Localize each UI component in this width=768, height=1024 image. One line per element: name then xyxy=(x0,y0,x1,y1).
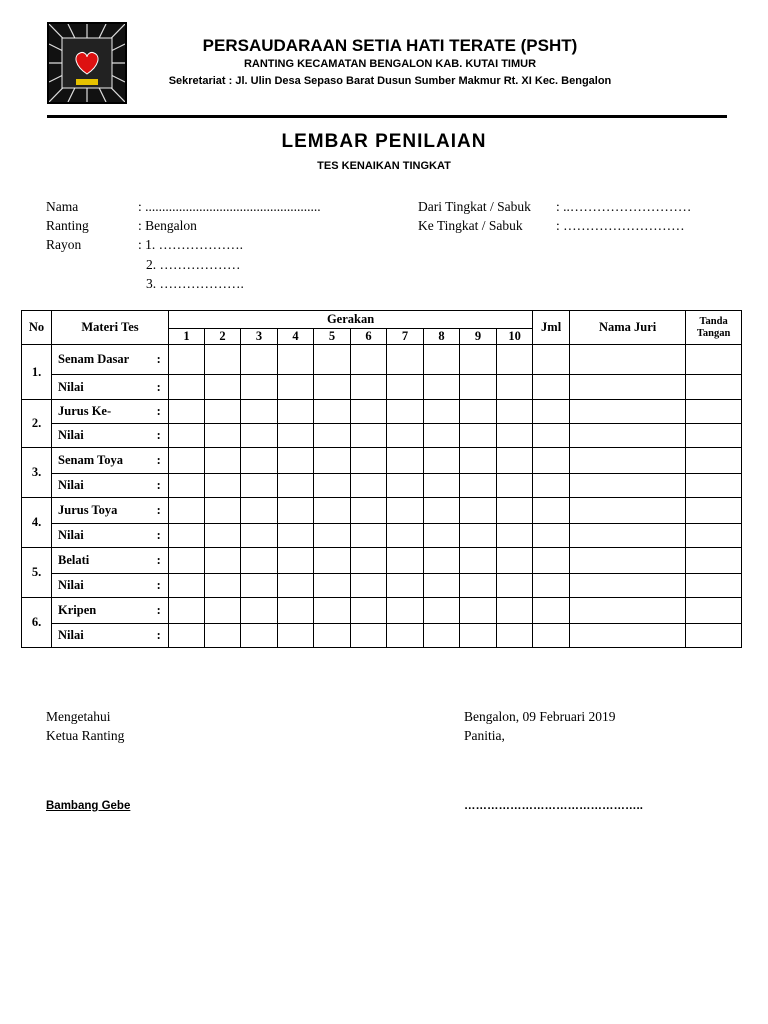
colon-separator: : xyxy=(150,375,169,400)
gerakan-score-cell[interactable] xyxy=(314,598,351,624)
gerakan-score-cell[interactable] xyxy=(169,524,205,548)
gerakan-score-cell[interactable] xyxy=(314,345,351,375)
tanda-tangan-cell[interactable] xyxy=(686,524,742,548)
gerakan-score-cell[interactable] xyxy=(205,400,241,424)
gerakan-score-cell[interactable] xyxy=(387,498,424,524)
score-table xyxy=(21,310,742,648)
gerakan-score-cell[interactable] xyxy=(497,524,533,548)
gerakan-score-cell[interactable] xyxy=(278,574,314,598)
gerakan-score-cell[interactable] xyxy=(460,400,497,424)
rayon-label: Rayon xyxy=(46,237,82,252)
gerakan-score-cell[interactable] xyxy=(169,424,205,448)
gerakan-score-cell[interactable] xyxy=(169,474,205,498)
nilai-label: Nilai xyxy=(52,524,150,548)
jml-cell[interactable] xyxy=(533,400,570,424)
gerakan-score-cell[interactable] xyxy=(278,474,314,498)
materi-name: Senam Dasar xyxy=(52,345,150,375)
colon-separator: : xyxy=(150,624,169,648)
nama-juri-cell[interactable] xyxy=(570,624,686,648)
gerakan-score-cell[interactable] xyxy=(314,474,351,498)
rayon-field-1[interactable]: : 1. ………………. xyxy=(138,237,244,252)
tanda-tangan-cell[interactable] xyxy=(686,400,742,424)
gerakan-score-cell[interactable] xyxy=(241,400,278,424)
gerakan-score-cell[interactable] xyxy=(241,474,278,498)
ketua-ranting-name: Bambang Gebe xyxy=(46,800,131,812)
gerakan-score-cell[interactable] xyxy=(241,424,278,448)
gerakan-score-cell[interactable] xyxy=(460,474,497,498)
gerakan-score-cell[interactable] xyxy=(387,474,424,498)
colon-separator: : xyxy=(150,548,169,574)
gerakan-score-cell[interactable] xyxy=(424,624,460,648)
gerakan-score-cell[interactable] xyxy=(387,574,424,598)
row-number: 1. xyxy=(22,345,52,400)
header-nama-juri: Nama Juri xyxy=(570,311,686,345)
header-materi: Materi Tes xyxy=(52,311,169,345)
gerakan-score-cell[interactable] xyxy=(205,474,241,498)
header-divider xyxy=(47,115,727,118)
jml-cell[interactable] xyxy=(533,474,570,498)
gerakan-score-cell[interactable] xyxy=(205,345,241,375)
gerakan-score-cell[interactable] xyxy=(460,598,497,624)
row-number: 2. xyxy=(22,400,52,448)
tanda-tangan-cell[interactable] xyxy=(686,375,742,400)
gerakan-score-cell[interactable] xyxy=(497,375,533,400)
gerakan-score-cell[interactable] xyxy=(278,548,314,574)
table-row xyxy=(22,598,742,624)
gerakan-score-cell[interactable] xyxy=(205,375,241,400)
header-gerakan-2: 2 xyxy=(205,329,241,345)
gerakan-score-cell[interactable] xyxy=(351,598,387,624)
gerakan-score-cell[interactable] xyxy=(460,448,497,474)
materi-name: Senam Toya xyxy=(52,448,150,474)
gerakan-score-cell[interactable] xyxy=(278,624,314,648)
nama-juri-cell[interactable] xyxy=(570,598,686,624)
ranting-label: Ranting xyxy=(46,218,89,233)
gerakan-score-cell[interactable] xyxy=(314,548,351,574)
nama-label: Nama xyxy=(46,199,79,214)
gerakan-score-cell[interactable] xyxy=(278,345,314,375)
gerakan-score-cell[interactable] xyxy=(387,375,424,400)
gerakan-score-cell[interactable] xyxy=(497,345,533,375)
gerakan-score-cell[interactable] xyxy=(169,345,205,375)
tanda-tangan-cell[interactable] xyxy=(686,624,742,648)
colon-separator: : xyxy=(150,448,169,474)
table-row xyxy=(22,345,742,375)
org-name: PERSAUDARAAN SETIA HATI TERATE (PSHT) xyxy=(202,36,578,55)
gerakan-score-cell[interactable] xyxy=(497,400,533,424)
nama-juri-cell[interactable] xyxy=(570,345,686,375)
gerakan-score-cell[interactable] xyxy=(205,524,241,548)
panitia-label: Panitia, xyxy=(464,728,505,743)
ketua-ranting-label: Ketua Ranting xyxy=(46,728,125,743)
gerakan-score-cell[interactable] xyxy=(387,624,424,648)
gerakan-score-cell[interactable] xyxy=(278,400,314,424)
table-row xyxy=(22,448,742,474)
gerakan-score-cell[interactable] xyxy=(314,524,351,548)
row-number: 4. xyxy=(22,498,52,548)
colon-separator: : xyxy=(150,474,169,498)
jml-cell[interactable] xyxy=(533,345,570,375)
gerakan-score-cell[interactable] xyxy=(205,498,241,524)
colon-separator: : xyxy=(150,400,169,424)
tanda-tangan-cell[interactable] xyxy=(686,345,742,375)
gerakan-score-cell[interactable] xyxy=(497,548,533,574)
gerakan-score-cell[interactable] xyxy=(424,345,460,375)
gerakan-score-cell[interactable] xyxy=(497,598,533,624)
gerakan-score-cell[interactable] xyxy=(351,375,387,400)
header-gerakan-9: 9 xyxy=(460,329,497,345)
mengetahui-label: Mengetahui xyxy=(46,709,111,724)
table-row xyxy=(22,474,742,498)
gerakan-score-cell[interactable] xyxy=(169,548,205,574)
jml-cell[interactable] xyxy=(533,498,570,524)
document-title: LEMBAR PENILAIAN xyxy=(281,131,487,152)
table-row xyxy=(22,498,742,524)
gerakan-score-cell[interactable] xyxy=(278,524,314,548)
gerakan-score-cell[interactable] xyxy=(314,448,351,474)
gerakan-score-cell[interactable] xyxy=(241,598,278,624)
header-jml: Jml xyxy=(533,311,570,345)
gerakan-score-cell[interactable] xyxy=(497,474,533,498)
nama-juri-cell[interactable] xyxy=(570,400,686,424)
nilai-label: Nilai xyxy=(52,424,150,448)
table-row xyxy=(22,424,742,448)
table-row xyxy=(22,524,742,548)
jml-cell[interactable] xyxy=(533,448,570,474)
gerakan-score-cell[interactable] xyxy=(387,524,424,548)
gerakan-score-cell[interactable] xyxy=(205,548,241,574)
org-subtitle: RANTING KECAMATAN BENGALON KAB. KUTAI TIMUR xyxy=(243,58,537,70)
gerakan-score-cell[interactable] xyxy=(241,448,278,474)
colon-separator: : xyxy=(150,345,169,375)
gerakan-score-cell[interactable] xyxy=(351,574,387,598)
gerakan-score-cell[interactable] xyxy=(351,448,387,474)
gerakan-score-cell[interactable] xyxy=(314,624,351,648)
tanda-tangan-cell[interactable] xyxy=(686,548,742,574)
gerakan-score-cell[interactable] xyxy=(205,424,241,448)
table-row xyxy=(22,548,742,574)
materi-name: Kripen xyxy=(52,598,150,624)
gerakan-score-cell[interactable] xyxy=(205,574,241,598)
gerakan-score-cell[interactable] xyxy=(241,624,278,648)
gerakan-score-cell[interactable] xyxy=(314,375,351,400)
gerakan-score-cell[interactable] xyxy=(387,598,424,624)
gerakan-score-cell[interactable] xyxy=(169,375,205,400)
header-gerakan-8: 8 xyxy=(424,329,460,345)
tanda-tangan-cell[interactable] xyxy=(686,448,742,474)
gerakan-score-cell[interactable] xyxy=(278,498,314,524)
gerakan-score-cell[interactable] xyxy=(241,548,278,574)
psht-logo xyxy=(47,22,127,104)
row-number: 3. xyxy=(22,448,52,498)
dari-tingkat-label: Dari Tingkat / Sabuk xyxy=(418,199,531,214)
gerakan-score-cell[interactable] xyxy=(169,574,205,598)
nama-juri-cell[interactable] xyxy=(570,424,686,448)
nama-juri-cell[interactable] xyxy=(570,448,686,474)
jml-cell[interactable] xyxy=(533,598,570,624)
gerakan-score-cell[interactable] xyxy=(351,424,387,448)
ke-tingkat-field[interactable]: : ……………………… xyxy=(556,218,685,233)
gerakan-score-cell[interactable] xyxy=(314,498,351,524)
gerakan-score-cell[interactable] xyxy=(460,345,497,375)
gerakan-score-cell[interactable] xyxy=(241,375,278,400)
header-gerakan-5: 5 xyxy=(314,329,351,345)
tanda-tangan-cell[interactable] xyxy=(686,598,742,624)
materi-name: Jurus Ke- xyxy=(52,400,150,424)
colon-separator: : xyxy=(150,424,169,448)
gerakan-score-cell[interactable] xyxy=(169,400,205,424)
table-row xyxy=(22,574,742,598)
gerakan-score-cell[interactable] xyxy=(424,498,460,524)
row-number: 5. xyxy=(22,548,52,598)
gerakan-score-cell[interactable] xyxy=(205,448,241,474)
colon-separator: : xyxy=(150,598,169,624)
table-row xyxy=(22,400,742,424)
header-tanda-tangan: Tanda Tangan xyxy=(686,311,742,345)
nilai-label: Nilai xyxy=(52,624,150,648)
gerakan-score-cell[interactable] xyxy=(460,624,497,648)
gerakan-score-cell[interactable] xyxy=(424,524,460,548)
gerakan-score-cell[interactable] xyxy=(424,598,460,624)
gerakan-score-cell[interactable] xyxy=(314,574,351,598)
gerakan-score-cell[interactable] xyxy=(278,375,314,400)
nama-juri-cell[interactable] xyxy=(570,548,686,574)
nilai-label: Nilai xyxy=(52,375,150,400)
colon-separator: : xyxy=(150,574,169,598)
nilai-label: Nilai xyxy=(52,474,150,498)
ranting-field[interactable]: : Bengalon xyxy=(138,218,197,233)
nama-field[interactable]: : .................................................... xyxy=(138,199,321,214)
tanda-tangan-cell[interactable] xyxy=(686,474,742,498)
header-no: No xyxy=(22,311,52,345)
gerakan-score-cell[interactable] xyxy=(424,400,460,424)
rayon-field-3[interactable]: 3. ………………. xyxy=(146,276,244,291)
gerakan-score-cell[interactable] xyxy=(424,448,460,474)
date-place: Bengalon, 09 Februari 2019 xyxy=(464,709,616,724)
dari-tingkat-field[interactable]: : ..……………………… xyxy=(556,199,692,214)
gerakan-score-cell[interactable] xyxy=(351,474,387,498)
gerakan-score-cell[interactable] xyxy=(351,345,387,375)
gerakan-score-cell[interactable] xyxy=(241,345,278,375)
gerakan-score-cell[interactable] xyxy=(387,448,424,474)
gerakan-score-cell[interactable] xyxy=(278,424,314,448)
tanda-tangan-cell[interactable] xyxy=(686,574,742,598)
header-gerakan-6: 6 xyxy=(351,329,387,345)
org-address: Sekretariat : Jl. Ulin Desa Sepaso Barat Dusun Sumber Makmur Rt. XI Kec. Bengalon xyxy=(168,75,612,87)
tanda-tangan-cell[interactable] xyxy=(686,424,742,448)
gerakan-score-cell[interactable] xyxy=(351,624,387,648)
nama-juri-cell[interactable] xyxy=(570,474,686,498)
gerakan-score-cell[interactable] xyxy=(460,375,497,400)
rayon-field-2[interactable]: 2. ……………… xyxy=(146,257,241,272)
gerakan-score-cell[interactable] xyxy=(278,448,314,474)
gerakan-score-cell[interactable] xyxy=(460,498,497,524)
gerakan-score-cell[interactable] xyxy=(387,345,424,375)
gerakan-score-cell[interactable] xyxy=(497,448,533,474)
tanda-tangan-cell[interactable] xyxy=(686,498,742,524)
header-gerakan-7: 7 xyxy=(387,329,424,345)
table-row xyxy=(22,624,742,648)
gerakan-score-cell[interactable] xyxy=(424,424,460,448)
nama-juri-cell[interactable] xyxy=(570,574,686,598)
row-number: 6. xyxy=(22,598,52,648)
gerakan-score-cell[interactable] xyxy=(205,598,241,624)
gerakan-score-cell[interactable] xyxy=(351,548,387,574)
nama-juri-cell[interactable] xyxy=(570,375,686,400)
gerakan-score-cell[interactable] xyxy=(497,624,533,648)
jml-cell[interactable] xyxy=(533,375,570,400)
gerakan-score-cell[interactable] xyxy=(241,574,278,598)
ke-tingkat-label: Ke Tingkat / Sabuk xyxy=(418,218,523,233)
colon-separator: : xyxy=(150,498,169,524)
document-subtitle: TES KENAIKAN TINGKAT xyxy=(317,160,451,172)
gerakan-score-cell[interactable] xyxy=(387,400,424,424)
gerakan-score-cell[interactable] xyxy=(460,524,497,548)
header-gerakan-3: 3 xyxy=(241,329,278,345)
header-gerakan-1: 1 xyxy=(169,329,205,345)
gerakan-score-cell[interactable] xyxy=(205,624,241,648)
jml-cell[interactable] xyxy=(533,424,570,448)
panitia-signature-line[interactable]: ……………………………………….. xyxy=(464,800,643,812)
gerakan-score-cell[interactable] xyxy=(387,548,424,574)
gerakan-score-cell[interactable] xyxy=(169,448,205,474)
gerakan-score-cell[interactable] xyxy=(169,624,205,648)
header-gerakan-4: 4 xyxy=(278,329,314,345)
gerakan-score-cell[interactable] xyxy=(497,424,533,448)
gerakan-score-cell[interactable] xyxy=(169,598,205,624)
gerakan-score-cell[interactable] xyxy=(424,375,460,400)
psht-emblem-icon xyxy=(49,24,125,102)
header-gerakan-10: 10 xyxy=(497,329,533,345)
jml-cell[interactable] xyxy=(533,574,570,598)
gerakan-score-cell[interactable] xyxy=(241,498,278,524)
materi-name: Jurus Toya xyxy=(52,498,150,524)
nama-juri-cell[interactable] xyxy=(570,524,686,548)
gerakan-score-cell[interactable] xyxy=(169,498,205,524)
gerakan-score-cell[interactable] xyxy=(351,498,387,524)
nama-juri-cell[interactable] xyxy=(570,498,686,524)
gerakan-score-cell[interactable] xyxy=(460,548,497,574)
gerakan-score-cell[interactable] xyxy=(351,400,387,424)
materi-name: Belati xyxy=(52,548,150,574)
gerakan-score-cell[interactable] xyxy=(387,424,424,448)
gerakan-score-cell[interactable] xyxy=(497,498,533,524)
gerakan-score-cell[interactable] xyxy=(424,474,460,498)
gerakan-score-cell[interactable] xyxy=(460,574,497,598)
gerakan-score-cell[interactable] xyxy=(351,524,387,548)
jml-cell[interactable] xyxy=(533,624,570,648)
gerakan-score-cell[interactable] xyxy=(278,598,314,624)
gerakan-score-cell[interactable] xyxy=(314,424,351,448)
table-row xyxy=(22,375,742,400)
header-gerakan: Gerakan xyxy=(169,311,533,329)
jml-cell[interactable] xyxy=(533,524,570,548)
gerakan-score-cell[interactable] xyxy=(241,524,278,548)
colon-separator: : xyxy=(150,524,169,548)
nilai-label: Nilai xyxy=(52,574,150,598)
gerakan-score-cell[interactable] xyxy=(424,574,460,598)
jml-cell[interactable] xyxy=(533,548,570,574)
gerakan-score-cell[interactable] xyxy=(460,424,497,448)
gerakan-score-cell[interactable] xyxy=(497,574,533,598)
gerakan-score-cell[interactable] xyxy=(424,548,460,574)
gerakan-score-cell[interactable] xyxy=(314,400,351,424)
